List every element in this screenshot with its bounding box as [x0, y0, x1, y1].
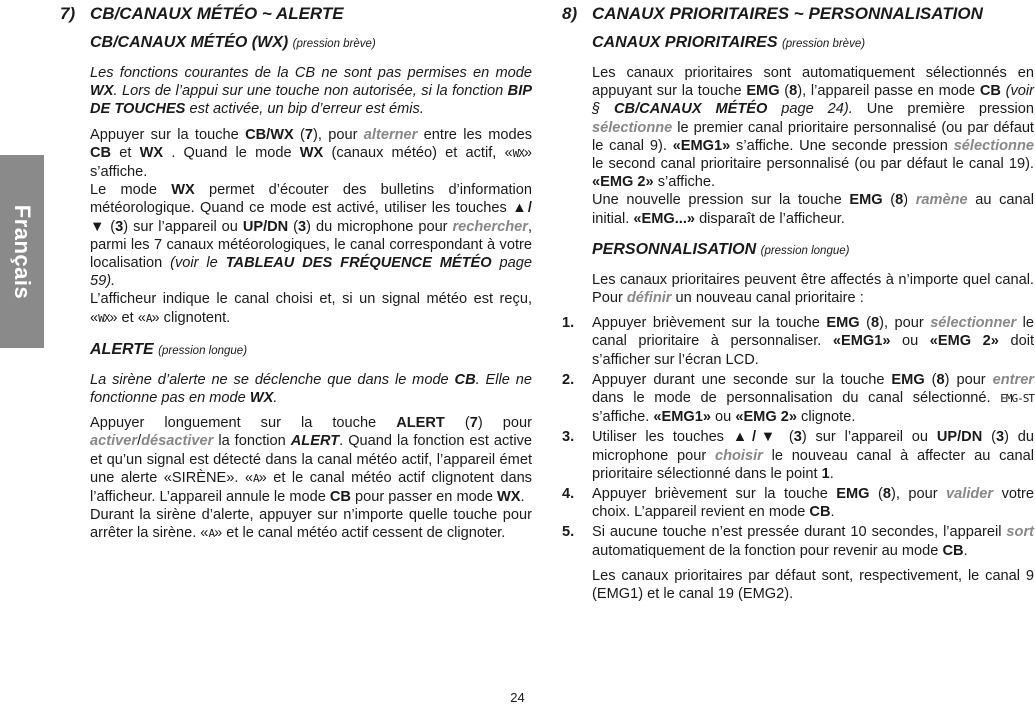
subsection-perso-heading: PERSONNALISATION (pression longue)	[592, 240, 850, 258]
list-item: 4. Appuyer brièvement sur la touche EMG (8), pour valider votre choix. L’appareil revient en mode CB.	[562, 486, 1035, 521]
section-8-title: 8) CANAUX PRIORITAIRES ~ PERSONNALISATION	[562, 4, 983, 23]
page-number: 24	[510, 690, 525, 705]
wx-paragraph-toggle: Appuyer sur la touche CB/WX (7), pour alterner entre les modes CB et WX . Quand le mode WX (canaux météo) et actif, «WX» s’affiche.	[90, 126, 533, 181]
wx-paragraph-search: Le mode WX permet d’écouter des bulletins d’information météorologique. Quand ce mode est activé, utiliser les touches ▲/▼ (3) sur l’appareil ou UP/DN (3) du microphone pour rechercher, parmi les 7 canaux météorologiques, le canal correspondant à votre localisation (voir le TABLEAU DES FRÉQUENCE MÉTÉO page 59).	[90, 182, 532, 290]
subsection-alert-heading: ALERTE (pression longue)	[90, 340, 248, 358]
subsection-priority-heading: CANAUX PRIORITAIRES (pression brève)	[592, 34, 866, 51]
language-side-tab	[0, 155, 44, 348]
right-column	[562, 3, 1034, 610]
section-7-title: 7) CB/CANAUX MÉTÉO ~ ALERTE	[60, 4, 344, 23]
left-column	[60, 3, 532, 551]
priority-paragraph-return: Une nouvelle pression sur la touche EMG (8) ramène au canal initial. «EMG...» disparaît de l’afficheur.	[592, 192, 1035, 227]
perso-intro: Les canaux prioritaires peuvent être affectés à n’importe quel canal. Pour définir un nouveau canal prioritaire :	[592, 271, 1034, 307]
alert-paragraph-stop: Durant la sirène d’alerte, appuyer sur n’importe quelle touche pour arrêter la sirène. «A» et le canal météo actif cessent de clignoter.	[90, 507, 532, 542]
language-label: Français	[10, 204, 35, 299]
wx-note: Les fonctions courantes de la CB ne sont pas permises en mode WX. Lors de l’appui sur une touche non autorisée, si la fonction BIP DE TOUCHES est activée, un bip d’erreur est émis.	[90, 65, 532, 118]
list-item: 3. Utiliser les touches ▲/▼ (3) sur l’appareil ou UP/DN (3) du microphone pour choisir le nouveau canal à affecter au canal prioritaire sélectionné dans le point 1.	[562, 429, 1034, 482]
list-item: 2. Appuyer durant une seconde sur la touche EMG (8) pour entrer dans le mode de personnalisation du canal sélectionné. EMG-ST s’affiche. «EMG1» ou «EMG 2» clignote.	[562, 371, 1034, 426]
perso-final: Les canaux prioritaires par défaut sont, respectivement, le canal 9 (EMG1) et le canal 19 (EMG2).	[592, 567, 1034, 603]
priority-paragraph: Les canaux prioritaires sont automatiquement sélectionnés en appuyant sur la touche EMG (8), l’appareil passe en mode CB (voir § CB/CANAUX MÉTÉO page 24). Une première pression sélectionne le premier canal prioritaire personnalisé (ou par défaut le canal 9). «EMG1» s’affiche. Une seconde pression sélectionne le second canal prioritaire personnalisé (ou par défaut le canal 19). «EMG 2» s’affiche.	[592, 65, 1035, 191]
perso-steps	[562, 314, 1034, 560]
wx-paragraph-display: L’afficheur indique le canal choisi et, si un signal météo est reçu, «WX» et «A» clignotent.	[90, 291, 532, 326]
list-item: 1. Appuyer brièvement sur la touche EMG (8), pour sélectionner le canal prioritaire à personnaliser. «EMG1» ou «EMG 2» doit s’afficher sur l’écran LCD.	[562, 315, 1035, 368]
list-item: 5. Si aucune touche n’est pressée durant 10 secondes, l’appareil sort automatiquement de la fonction pour revenir au mode CB.	[562, 524, 1034, 559]
subsection-wx-heading: CB/CANAUX MÉTÉO (WX) (pression brève)	[90, 34, 376, 51]
alert-note: La sirène d’alerte ne se déclenche que dans le mode CB. Elle ne fonctionne pas en mode WX.	[90, 371, 532, 407]
alert-paragraph-activate: Appuyer longuement sur la touche ALERT (7) pour activer/désactiver la fonction ALERT. Quand la fonction est active et qu’un signal est détecté dans la canal météo actif, l’appareil émet une alerte «SIRÈNE». «A» et le canal météo actif clignotent dans l’afficheur. L’appareil annule le mode CB pour passer en mode WX.	[90, 415, 532, 506]
